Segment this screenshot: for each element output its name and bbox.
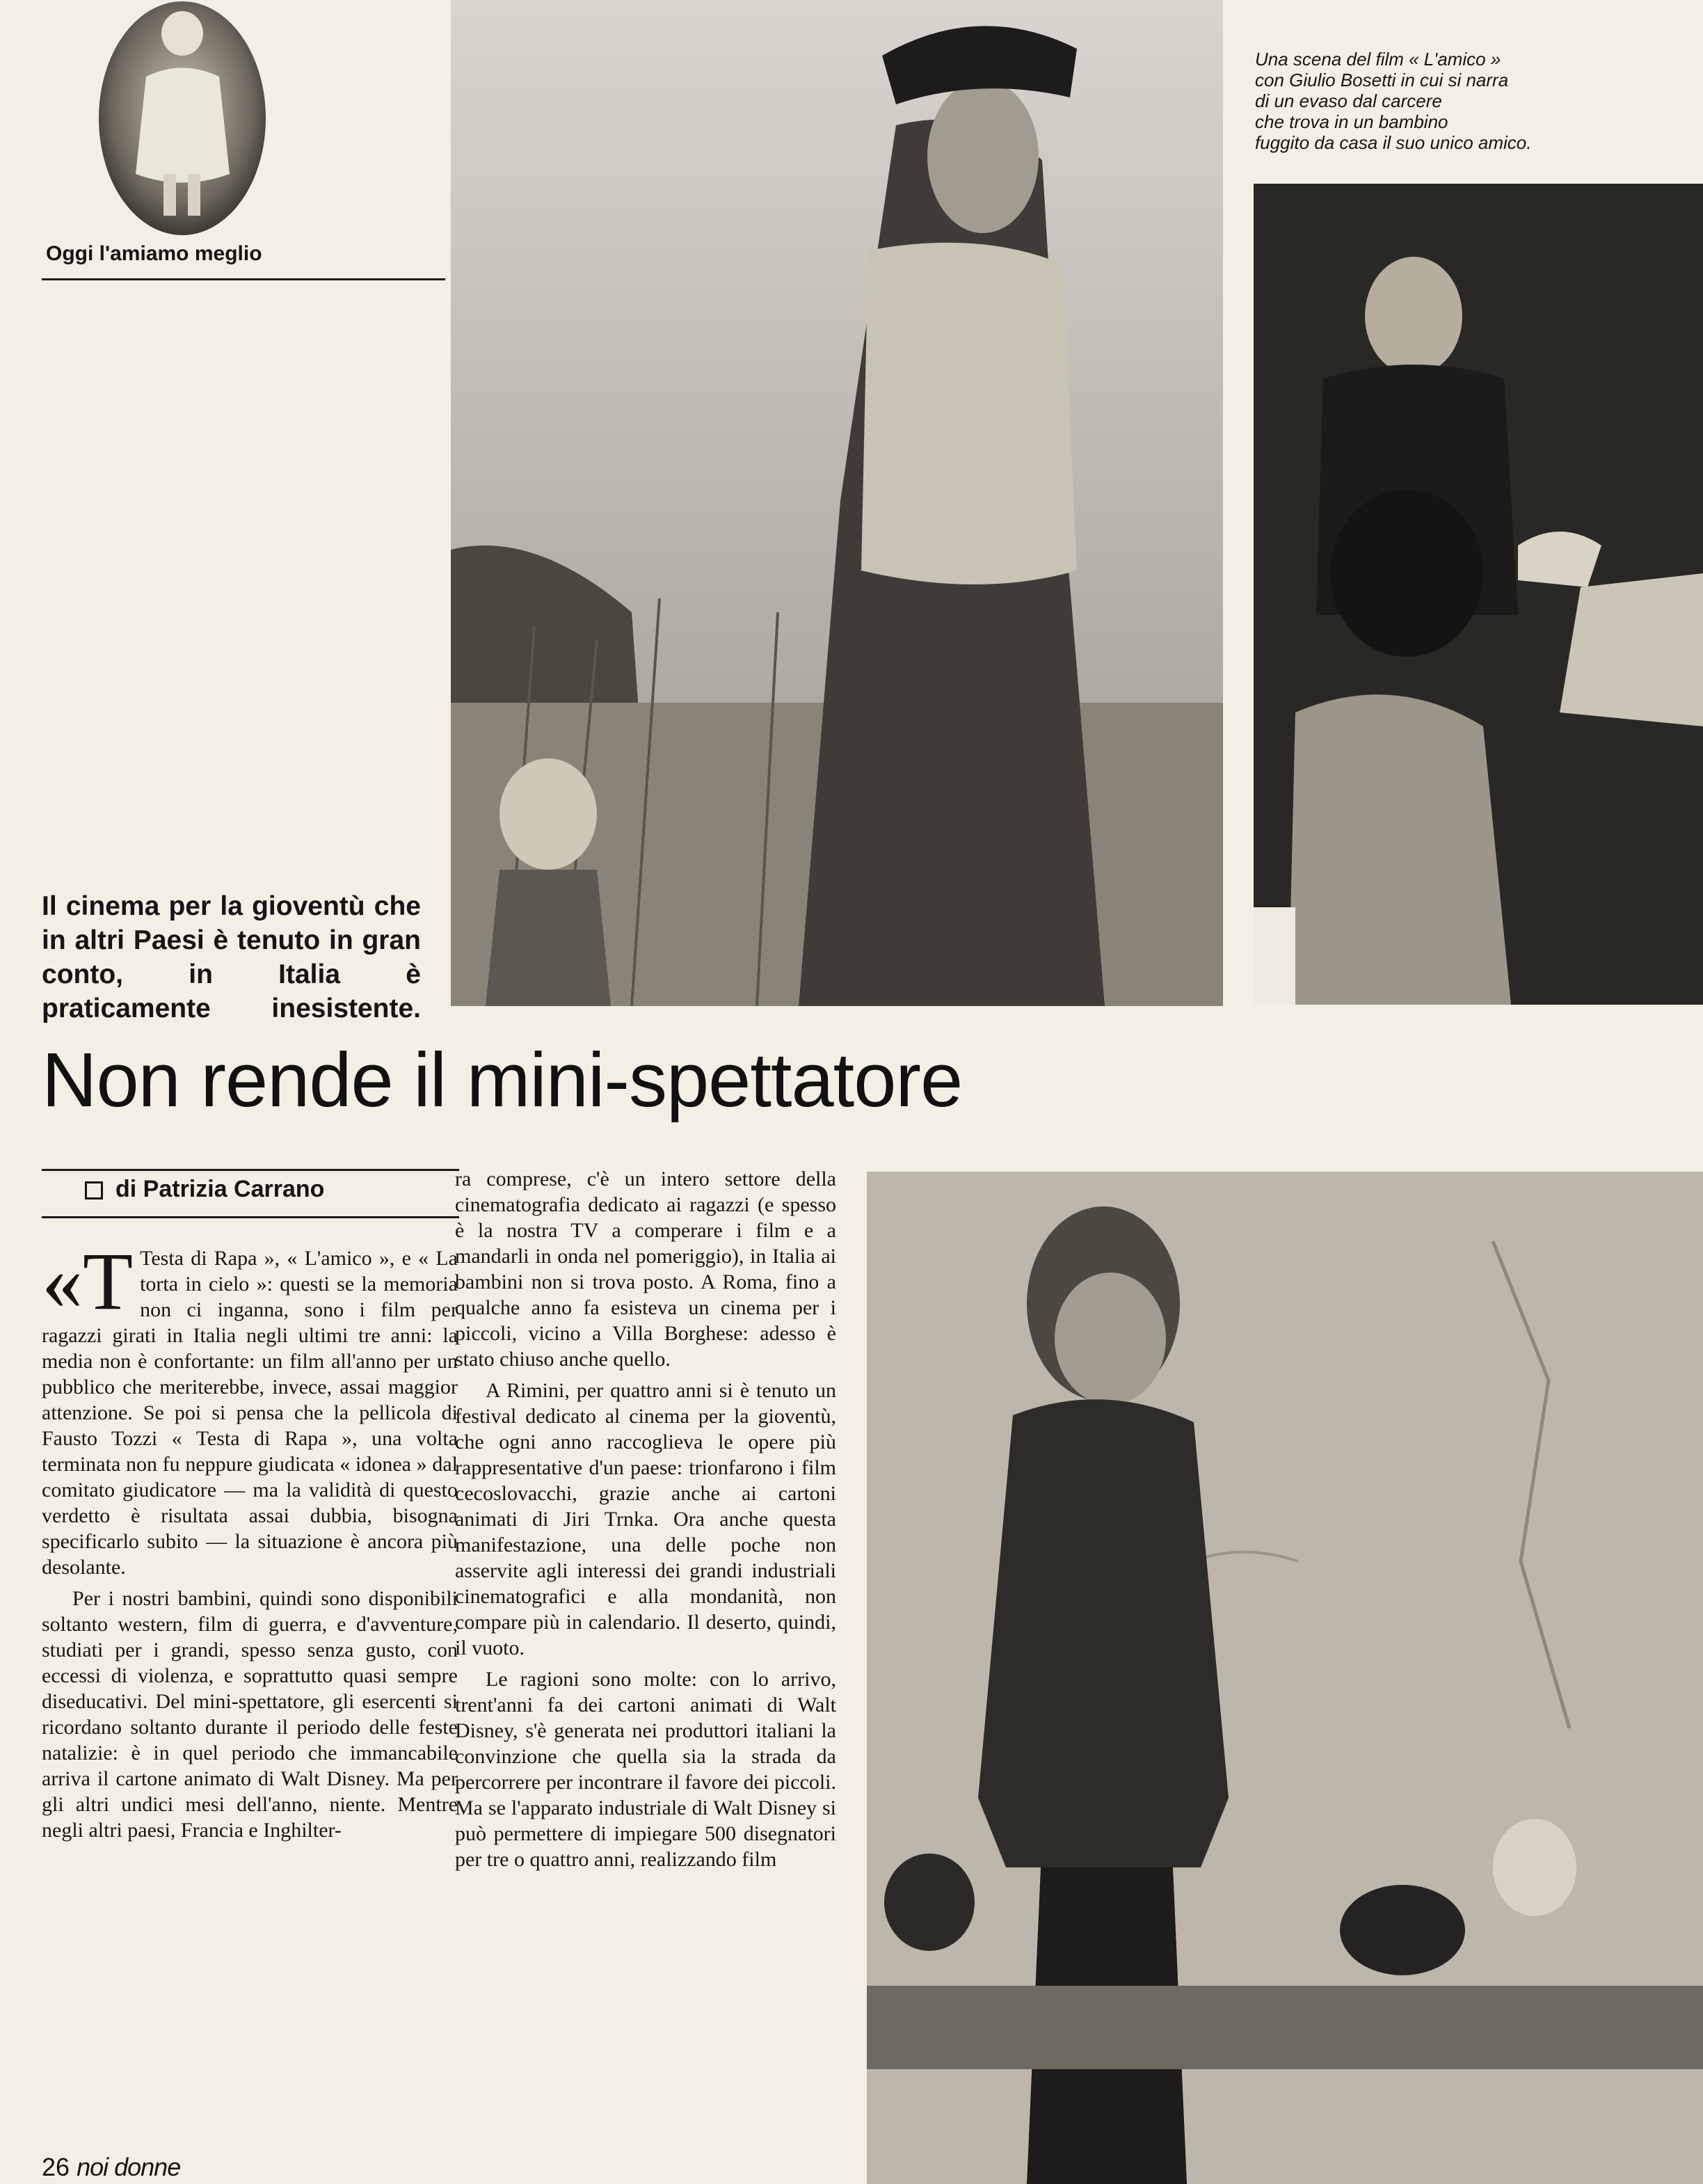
byline: di Patrizia Carrano: [115, 1176, 325, 1202]
photo-caption-lamico: Una scena del film « L'amico » con Giulio Bosetti in cui si narra di un evaso dal carcere che trova in un bambino fuggito da casa il suo unico amico.: [1255, 49, 1532, 153]
article-column-1: [42, 1236, 458, 1849]
photo-policeman-and-girl: [1254, 184, 1703, 1005]
byline-rule-top: [42, 1169, 459, 1171]
dropcap: «T: [42, 1236, 134, 1327]
col2-paragraph-3: Le ragioni sono molte: con lo arrivo, trent'anni fa dei cartoni animati di Walt Disney, s'è generata nei produttori italiani la convinzione che quella sia la strada da percorrere per incontrare il favore dei piccoli. Ma se l'apparato industriale di Walt Disney si può permettere di impiegare 500 disegnatori per tre o quattro anni, realizzando film: [455, 1668, 836, 1871]
page-number: 26: [42, 2153, 70, 2181]
col1-paragraph-2: Per i nostri bambini, quindi sono disponibili soltanto western, film di guerra, e d'avventure, studiati per i grandi, spesso senza gusto, con eccessi di violenza, e soprattutto quasi sempre diseducativi. Del mini-spettatore, gli esercenti si ricordano soltanto durante il periodo delle feste natalizie: è in quel periodo che immancabile arriva il cartone animato di Walt Disney. Ma per gli altri undici mesi dell'anno, niente. Mentre negli altri paesi, Francia e Inghilter-: [42, 1587, 458, 1842]
col1-paragraph-1: «T Testa di Rapa », « L'amico », e « La torta in cielo »: questi se la memoria non ci inganna, sono i film per ragazzi girati in Italia negli ultimi tre anni: la media non è confortante: un film all'anno per un pubblico che meriterebbe, invece, assai maggior attenzione. Se poi si pensa che la pellicola di Fausto Tozzi « Testa di Rapa », una volta terminata non fu neppure giudicata « idonea » dal comitato giudicatore — ma la validità di questo verdetto è risultata assai dubbia, bisogna specificarlo subito — la situazione è ancora più desolante.: [42, 1236, 458, 1579]
article-headline: Non rende il mini-spettatore: [42, 1037, 963, 1123]
caption-rule: [42, 278, 445, 280]
byline-square-icon: [85, 1181, 103, 1199]
oval-photo-caption: Oggi l'amiamo meglio: [46, 242, 262, 265]
byline-rule-bottom: [42, 1216, 459, 1218]
oval-photo-girl: [97, 0, 268, 237]
col2-paragraph-1: ra comprese, c'è un intero settore della cinematografia dedicato ai ragazzi (e spesso è la nostra TV a comperare i film e a mandarli in onda nel pomeriggio), in Italia ai bambini non si trova posto. A Roma, fino a qualche anno fa esisteva un cinema per i piccoli, vicino a Villa Borghese: adesso è stato chiuso anche quello.: [455, 1167, 836, 1371]
page-footer: [42, 2153, 180, 2182]
lead-paragraph: Il cinema per la gioventù che in altri Paesi è tenuto in gran conto, in Italia è praticamente inesistente.: [42, 891, 421, 1023]
magazine-name: noi donne: [77, 2153, 181, 2181]
col2-paragraph-2: A Rimini, per quattro anni si è tenuto un festival dedicato al cinema per la gioventù, che ogni anno raccoglieva le opere più rappresentative d'un paese: trionfarono i film cecoslovacchi, grazie anche ai cartoni animati di Jiri Trnka. Ora anche questa manifestazione, una delle poche non asservite agli interessi dei grandi industriali cinematografici e alla mondanità, non compare più in calendario. Il deserto, quindi, il vuoto.: [455, 1379, 836, 1659]
article-column-2: [455, 1166, 836, 1878]
photo-man-and-boy-in-reeds: [451, 0, 1223, 1006]
photo-boy-in-classroom: [867, 1172, 1703, 2184]
